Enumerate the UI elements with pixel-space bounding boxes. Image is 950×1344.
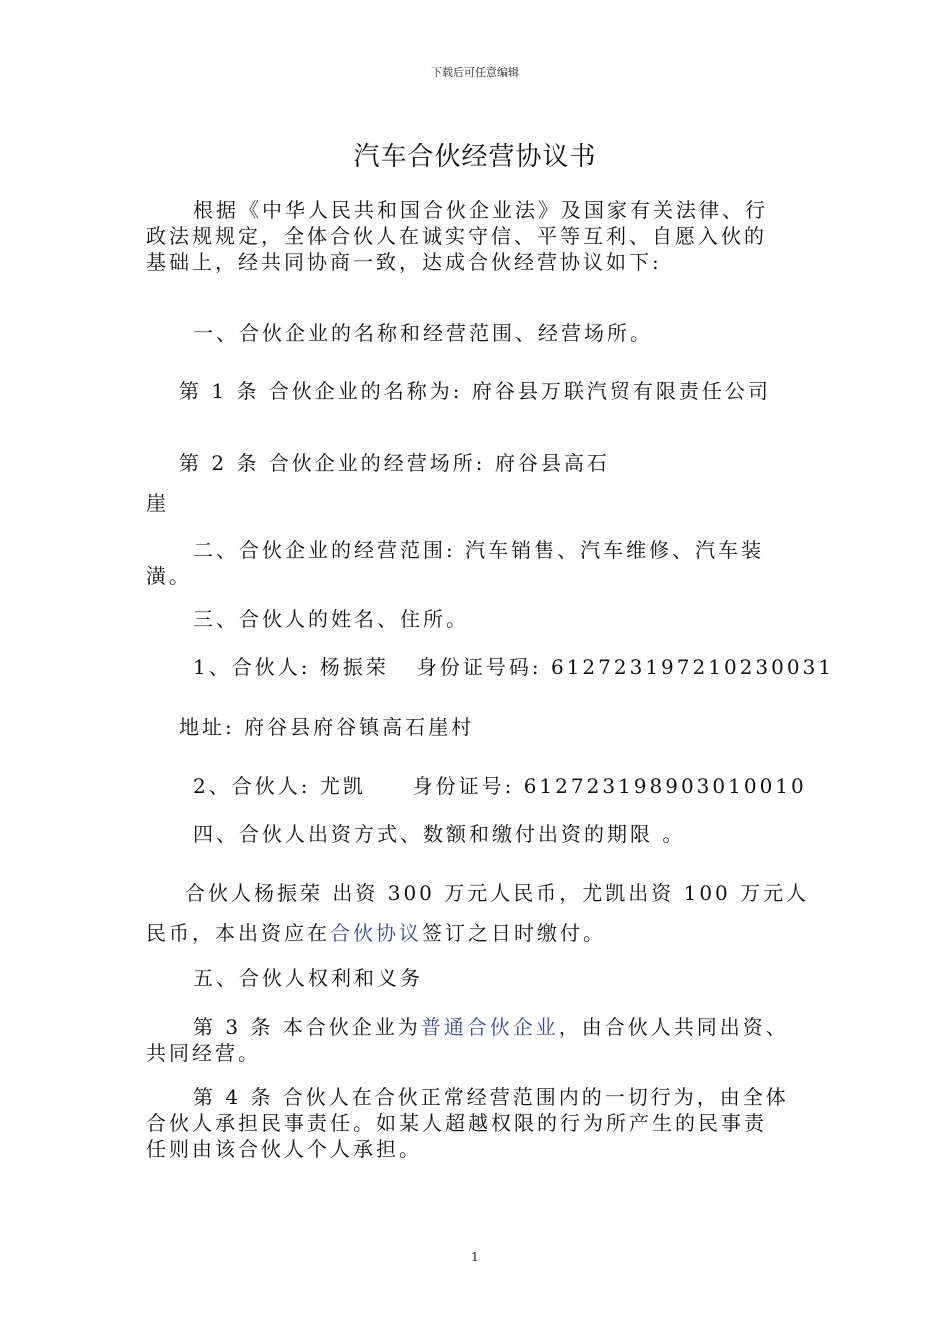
intro-line-3: 基础上，经共同协商一致，达成合伙经营协议如下: [146, 250, 662, 274]
article-4-line-3: 任则由该合伙人个人承担。 [146, 1137, 422, 1161]
article-4-line-1: 第 4 条 合伙人在合伙正常经营范围内的一切行为，由全体 [193, 1085, 789, 1109]
document-title: 汽车合伙经营协议书 [353, 142, 597, 172]
article-1: 第 1 条 合伙企业的名称为: 府谷县万联汽贸有限责任公司 [179, 379, 771, 403]
partner-2-line: 2、合伙人: 尤凯 身份证号: 612723198903010010 [193, 774, 807, 798]
article-2-line-1: 第 2 条 合伙企业的经营场所: 府谷县高石 [179, 451, 610, 475]
section-2-line-2: 潢。 [146, 564, 192, 588]
intro-line-1 [146, 197, 806, 223]
contribution-line-2 [146, 920, 806, 946]
intro-text-1: 根据《中华人民共和国合伙企业法》及国家有关法律、行 [193, 198, 768, 222]
section-3-heading: 三、合伙人的姓名、住所。 [193, 607, 469, 631]
article-4-line-2: 合伙人承担民事责任。如某人超越权限的行为所产生的民事责 [146, 1111, 767, 1135]
page-header: 下载后可任意编辑 [431, 66, 519, 79]
article-3-line-2: 共同经营。 [146, 1041, 261, 1065]
article-3-text-a: 第 3 条 本合伙企业为 [193, 1015, 421, 1039]
section-5-heading: 五、合伙人权利和义务 [193, 966, 423, 990]
article-2-line-2: 崖 [146, 491, 169, 515]
article-3-line-1 [193, 1014, 853, 1040]
section-2-line-1: 二、合伙企业的经营范围: 汽车销售、汽车维修、汽车装 [193, 538, 765, 562]
article-3-text-b: ，由合伙人共同出资、 [558, 1015, 789, 1039]
section-1-heading: 一、合伙企业的名称和经营范围、经营场所。 [193, 321, 653, 345]
page-number: 1 [471, 1250, 479, 1264]
contribution-text-b: 签订之日时缴付。 [422, 921, 606, 945]
intro-line-2: 政法规规定，全体合伙人在诚实守信、平等互利、自愿入伙的 [146, 224, 767, 248]
section-4-heading: 四、合伙人出资方式、数额和缴付出资的期限 。 [193, 822, 686, 846]
partnership-link[interactable]: 普通合伙企业 [420, 1015, 559, 1039]
partner-1-line: 1、合伙人: 杨振荣 身份证号码: 612723197210230031 [193, 655, 835, 679]
partner-1-address: 地址: 府谷县府谷镇高石崖村 [179, 715, 475, 739]
contribution-text-a: 民币，本出资应在 [146, 921, 330, 945]
contract-link[interactable]: 合伙协议 [330, 921, 422, 945]
contribution-line-1: 合伙人杨振荣 出资 300 万元人民币，尤凯出资 100 万元人 [185, 881, 810, 905]
